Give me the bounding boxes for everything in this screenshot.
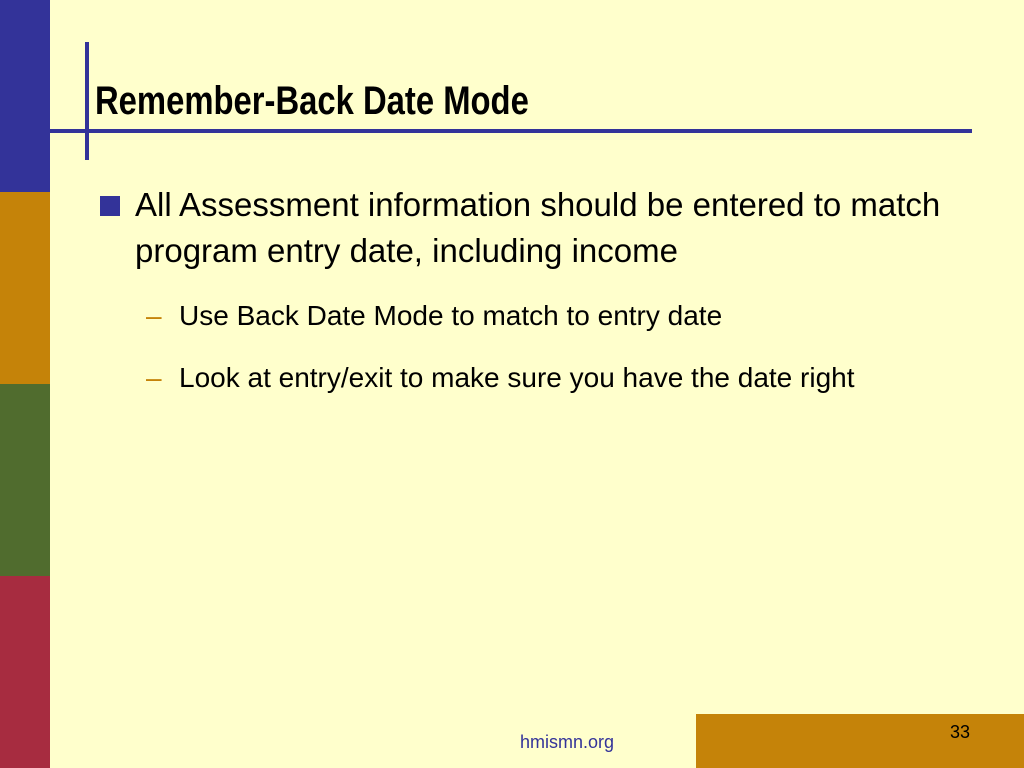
- square-bullet-icon: [100, 196, 120, 216]
- side-band-red: [0, 576, 50, 768]
- page-number: 33: [950, 722, 971, 742]
- side-band-blue: [0, 0, 50, 192]
- sub-bullet-text: Look at entry/exit to make sure you have the date right: [179, 362, 855, 393]
- slide-title: Remember-Back Date Mode: [95, 79, 529, 123]
- dash-bullet-icon: –: [146, 300, 162, 331]
- title-vertical-rule: [85, 42, 89, 160]
- side-band-green: [0, 384, 50, 576]
- side-band-orange: [0, 192, 50, 384]
- bullet-text: All Assessment information should be entered to match program entry date, including income: [135, 186, 941, 269]
- title-horizontal-rule: [50, 129, 972, 133]
- sub-bullet-text: Use Back Date Mode to match to entry date: [179, 300, 723, 331]
- dash-bullet-icon: –: [146, 362, 162, 393]
- footer-url: hmismn.org: [520, 732, 615, 752]
